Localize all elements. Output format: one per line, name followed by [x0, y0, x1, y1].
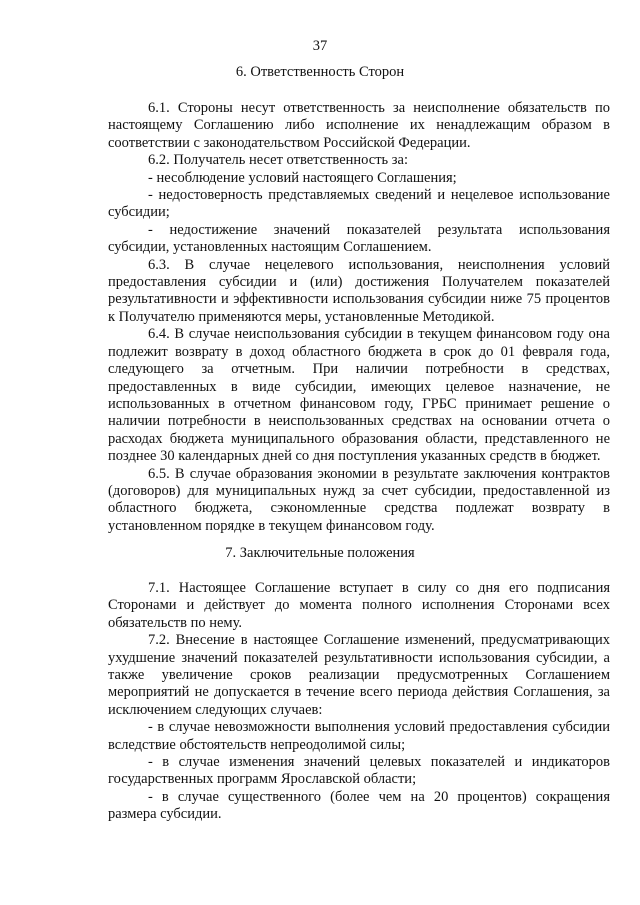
paragraph-6-2: 6.2. Получатель несет ответственность за:: [148, 152, 408, 169]
section-7-body: [108, 580, 610, 824]
section-6-title: 6. Ответственность Сторон: [235, 64, 405, 80]
list-item-7-2-a: - в случае невозможности выполнения условий предоставления субсидии вследствие обстоятельств непреодолимой силы;: [108, 719, 610, 753]
list-item-6-2-b: - недостоверность представляемых сведений и нецелевое использование субсидии;: [108, 187, 610, 221]
list-item-6-2-c: - недостижение значений показателей результата использования субсидии, установленных настоящим Соглашением.: [108, 221, 610, 256]
list-item-7-2-c: - в случае существенного (более чем на 20 процентов) сокращения размера субсидии.: [108, 788, 610, 823]
paragraph-6-4: 6.4. В случае неиспользования субсидии в текущем финансовом году она подлежит возврату в доход областного бюджета в срок до 01 февраля года, следующего за отчетным. При наличии потребности в средствах, предоставленных в виде субсидии, имеющих целевое назначение, не использованных в отчетном финансовом году, ГРБС принимает решение о наличии потребности в неиспользованных средствах на основании отчета о расходах бюджета муниципального образования области, представленного не позднее 30 календарных дней со дня поступления указанных средств в бюджет.: [108, 326, 610, 465]
list-item-6-2-a: - несоблюдение условий настоящего Соглашения;: [148, 169, 457, 186]
page-number: 37: [312, 38, 328, 54]
paragraph-6-5: 6.5. В случае образования экономии в результате заключения контрактов (договоров) для муниципальных нужд за счет субсидии, предоставленной из областного бюджета, сэкономленные средства подлежат возврату в установленном порядке в текущем финансовом году.: [108, 465, 610, 534]
paragraph-6-1: 6.1. Стороны несут ответственность за неисполнение обязательств по настоящему Соглашению либо исполнение их ненадлежащим образом в соответствии с законодательством Российской Федерации.: [108, 100, 610, 151]
paragraph-7-2: 7.2. Внесение в настоящее Соглашение изменений, предусматривающих ухудшение значений показателей результативности использования субсидии, а также увеличение сроков реализации предусмотренных Соглашением мероприятий не допускается в течение всего периода действия Соглашения, за исключением следующих случаев:: [108, 632, 610, 718]
paragraph-6-3: 6.3. В случае нецелевого использования, неисполнения условий предоставления субсидии и (или) достижения Получателем показателей результативности и эффективности использования субсидии ниже 75 процентов к Получателю применяются меры, установленные Методикой.: [108, 256, 610, 325]
list-item-7-2-b: - в случае изменения значений целевых показателей и индикаторов государственных программ Ярославской области;: [108, 754, 610, 788]
paragraph-7-1: 7.1. Настоящее Соглашение вступает в силу со дня его подписания Сторонами и действует до момента полного исполнения Сторонами всех обязательств по нему.: [108, 580, 610, 631]
section-7-title: 7. Заключительные положения: [225, 545, 415, 561]
section-6-body: [108, 100, 610, 535]
